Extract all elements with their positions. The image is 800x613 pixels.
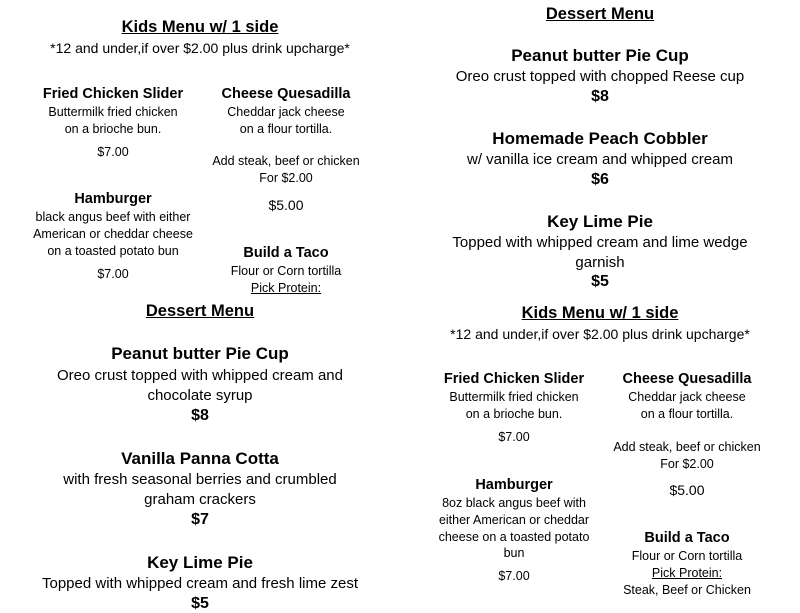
item-addon-price: For $2.00	[660, 457, 714, 471]
dessert-price: $7	[191, 511, 209, 528]
item-price: $7.00	[97, 267, 129, 281]
dessert-price: $6	[591, 171, 609, 188]
item-addon-price: For $2.00	[259, 171, 313, 185]
item-name: Cheese Quesadilla	[622, 371, 752, 387]
dessert-desc: w/ vanilla ice cream and whipped cream	[467, 151, 733, 168]
right-kids-note: *12 and under,if over $2.00 plus drink upcharge*	[450, 326, 750, 342]
item-desc: on a brioche bun.	[465, 407, 563, 421]
dessert-desc: Oreo crust topped with whipped cream and	[57, 367, 343, 384]
item-desc: Cheddar jack cheese	[227, 105, 345, 119]
item-price: $5.00	[268, 197, 304, 213]
item-desc: Buttermilk fried chicken	[449, 390, 579, 404]
dessert-desc: with fresh seasonal berries and crumbled	[63, 471, 337, 488]
dessert-desc: chocolate syrup	[147, 387, 253, 404]
dessert-price: $5	[591, 273, 609, 290]
dessert-desc: Oreo crust topped with chopped Reese cup	[455, 68, 745, 85]
dessert-name: Peanut butter Pie Cup	[111, 344, 289, 363]
dessert-desc: Topped with whipped cream and lime wedge	[452, 234, 748, 251]
item-desc: Cheddar jack cheese	[628, 390, 746, 404]
left-kids-note: *12 and under,if over $2.00 plus drink upcharge*	[50, 40, 350, 56]
dessert-name: Homemade Peach Cobbler	[492, 129, 708, 148]
item-name: Fried Chicken Slider	[443, 371, 585, 387]
item-price: $7.00	[498, 430, 530, 444]
item-desc: 8oz black angus beef with	[442, 496, 586, 510]
dessert-price: $8	[191, 407, 209, 424]
item-pick-protein: Pick Protein:	[250, 281, 322, 295]
dessert-price: $5	[191, 595, 209, 612]
item-price: $7.00	[498, 569, 530, 583]
right-dessert-title: Dessert Menu	[545, 5, 655, 23]
item-desc: cheese on a toasted potato	[438, 530, 590, 544]
item-pick-protein: Pick Protein:	[651, 566, 723, 580]
item-name: Cheese Quesadilla	[221, 86, 351, 102]
dessert-name: Peanut butter Pie Cup	[511, 46, 689, 65]
dessert-name: Key Lime Pie	[147, 553, 253, 572]
item-desc: on a brioche bun.	[64, 122, 162, 136]
dessert-desc: Topped with whipped cream and fresh lime zest	[42, 575, 358, 592]
item-name: Build a Taco	[243, 245, 329, 261]
item-desc: black angus beef with either	[35, 210, 191, 224]
left-kids-title: Kids Menu w/ 1 side	[121, 18, 279, 36]
item-desc: American or cheddar cheese	[33, 227, 193, 241]
item-desc: Buttermilk fried chicken	[48, 105, 178, 119]
dessert-price: $8	[591, 88, 609, 105]
item-addon: Add steak, beef or chicken	[212, 154, 360, 168]
item-price: $5.00	[669, 482, 705, 498]
item-desc: on a flour tortilla.	[640, 407, 734, 421]
dessert-name: Key Lime Pie	[547, 212, 653, 231]
item-name: Hamburger	[475, 477, 553, 493]
item-desc: either American or cheddar	[438, 513, 590, 527]
dessert-desc: graham crackers	[144, 491, 256, 508]
dessert-desc: garnish	[575, 254, 625, 271]
item-name: Hamburger	[74, 191, 152, 207]
item-desc: on a toasted potato bun	[47, 244, 179, 258]
dessert-name: Vanilla Panna Cotta	[121, 449, 279, 468]
item-name: Fried Chicken Slider	[42, 86, 184, 102]
item-desc: Flour or Corn tortilla	[230, 264, 342, 278]
item-desc: on a flour tortilla.	[239, 122, 333, 136]
item-addon: Add steak, beef or chicken	[613, 440, 761, 454]
item-desc: bun	[503, 546, 525, 560]
item-desc: Flour or Corn tortilla	[631, 549, 743, 563]
item-protein-options: Steak, Beef or Chicken	[623, 583, 751, 597]
left-dessert-title: Dessert Menu	[145, 302, 255, 320]
item-price: $7.00	[97, 145, 129, 159]
right-kids-title: Kids Menu w/ 1 side	[521, 304, 679, 322]
item-name: Build a Taco	[644, 530, 730, 546]
